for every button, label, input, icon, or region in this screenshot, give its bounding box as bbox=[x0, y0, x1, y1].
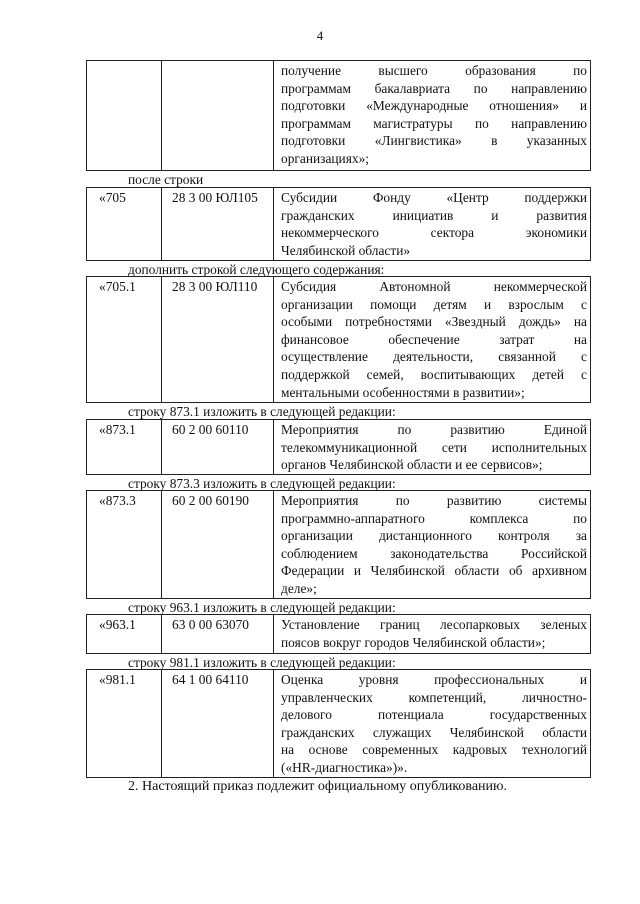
description-line: ментальными особенностями в развитии»; bbox=[281, 384, 525, 400]
instruction-caption: строку 981.1 изложить в следующей редакции: bbox=[128, 655, 396, 670]
description-line: некоммерческого сектора экономики bbox=[281, 225, 587, 241]
row-code-cell: «705 bbox=[87, 188, 162, 260]
description-line: соблюдением законодательства Российской bbox=[281, 545, 587, 561]
description-line: на основе современных кадровых технологий bbox=[281, 742, 587, 758]
description-line: программам бакалавриата по направлению bbox=[281, 80, 587, 96]
row-description-cell bbox=[274, 670, 590, 777]
description-line: Федерации и Челябинской области об архивном bbox=[281, 563, 587, 579]
description-line: поддержкой семей, воспитывающих детей с bbox=[281, 366, 587, 382]
row-kbk-cell: 60 2 00 60110 bbox=[162, 420, 274, 474]
table-row bbox=[86, 419, 591, 475]
page-number: 4 bbox=[316, 28, 324, 43]
row-code-cell: «873.3 bbox=[87, 491, 162, 598]
row-kbk-cell: 28 3 00 ЮЛ105 bbox=[162, 188, 274, 260]
row-kbk-cell: 28 3 00 ЮЛ110 bbox=[162, 277, 274, 402]
row-description-cell bbox=[274, 491, 590, 598]
description-line: управленческих компетенций, личностно- bbox=[281, 689, 587, 705]
instruction-caption: строку 963.1 изложить в следующей редакции: bbox=[128, 600, 396, 615]
table-row bbox=[86, 276, 591, 403]
final-paragraph: 2. Настоящий приказ подлежит официальному опубликованию. bbox=[128, 779, 507, 794]
description-line: программно-аппаратного комплекса по bbox=[281, 510, 587, 526]
instruction-caption: строку 873.1 изложить в следующей редакции: bbox=[128, 404, 396, 419]
row-description-cell bbox=[274, 188, 590, 260]
description-line: гражданских инициатив и развития bbox=[281, 207, 587, 223]
description-line: особыми потребностями «Звездный дождь» на bbox=[281, 314, 587, 330]
instruction-caption: после строки bbox=[128, 172, 204, 187]
row-description-cell bbox=[274, 615, 590, 653]
description-line: делового потенциала государственных bbox=[281, 707, 587, 723]
description-line: поясов вокруг городов Челябинской области»; bbox=[281, 634, 546, 650]
description-line: организациях»; bbox=[281, 150, 369, 166]
description-line: организации помощи детям и взрослым с bbox=[281, 296, 587, 312]
description-line: программам магистратуры по направлению bbox=[281, 115, 587, 131]
table-row bbox=[86, 669, 591, 778]
row-code-cell bbox=[87, 61, 162, 170]
instruction-caption: дополнить строкой следующего содержания: bbox=[128, 262, 385, 277]
table-row-continued bbox=[86, 60, 591, 171]
row-description-cell bbox=[274, 277, 590, 402]
row-kbk-cell: 64 1 00 64110 bbox=[162, 670, 274, 777]
description-line: Мероприятия по развитию Единой bbox=[281, 422, 587, 437]
row-kbk-cell bbox=[162, 61, 274, 170]
description-line: Субсидия Автономной некоммерческой bbox=[281, 279, 587, 294]
description-line: гражданских служащих Челябинской области bbox=[281, 724, 587, 740]
description-line: («HR-диагностика»)». bbox=[281, 759, 408, 775]
table-row bbox=[86, 187, 591, 261]
description-line: подготовки «Лингвистика» в указанных bbox=[281, 133, 587, 149]
table-row bbox=[86, 614, 591, 654]
description-line: получение высшего образования по bbox=[281, 63, 587, 78]
table-row bbox=[86, 490, 591, 599]
description-line: Челябинской области» bbox=[281, 242, 411, 258]
row-description-cell bbox=[274, 61, 590, 170]
description-line: органов Челябинской области и ее сервисов»; bbox=[281, 457, 543, 473]
description-line: Субсидии Фонду «Центр поддержки bbox=[281, 190, 587, 205]
description-line: Мероприятия по развитию системы bbox=[281, 493, 587, 508]
description-line: телекоммуникационной сети исполнительных bbox=[281, 439, 587, 455]
row-description-cell bbox=[274, 420, 590, 474]
row-kbk-cell: 60 2 00 60190 bbox=[162, 491, 274, 598]
description-line: финансовое обеспечение затрат на bbox=[281, 331, 587, 347]
description-line: подготовки «Международные отношения» и bbox=[281, 98, 587, 114]
instruction-caption: строку 873.3 изложить в следующей редакции: bbox=[128, 476, 396, 491]
description-line: осуществление деятельности, связанной с bbox=[281, 349, 587, 365]
description-line: организации дистанционного контроля за bbox=[281, 528, 587, 544]
row-code-cell: «981.1 bbox=[87, 670, 162, 777]
row-code-cell: «705.1 bbox=[87, 277, 162, 402]
row-code-cell: «873.1 bbox=[87, 420, 162, 474]
row-kbk-cell: 63 0 00 63070 bbox=[162, 615, 274, 653]
description-line: Оценка уровня профессиональных и bbox=[281, 672, 587, 687]
description-line: деле»; bbox=[281, 580, 317, 596]
description-line: Установление границ лесопарковых зеленых bbox=[281, 617, 587, 632]
row-code-cell: «963.1 bbox=[87, 615, 162, 653]
